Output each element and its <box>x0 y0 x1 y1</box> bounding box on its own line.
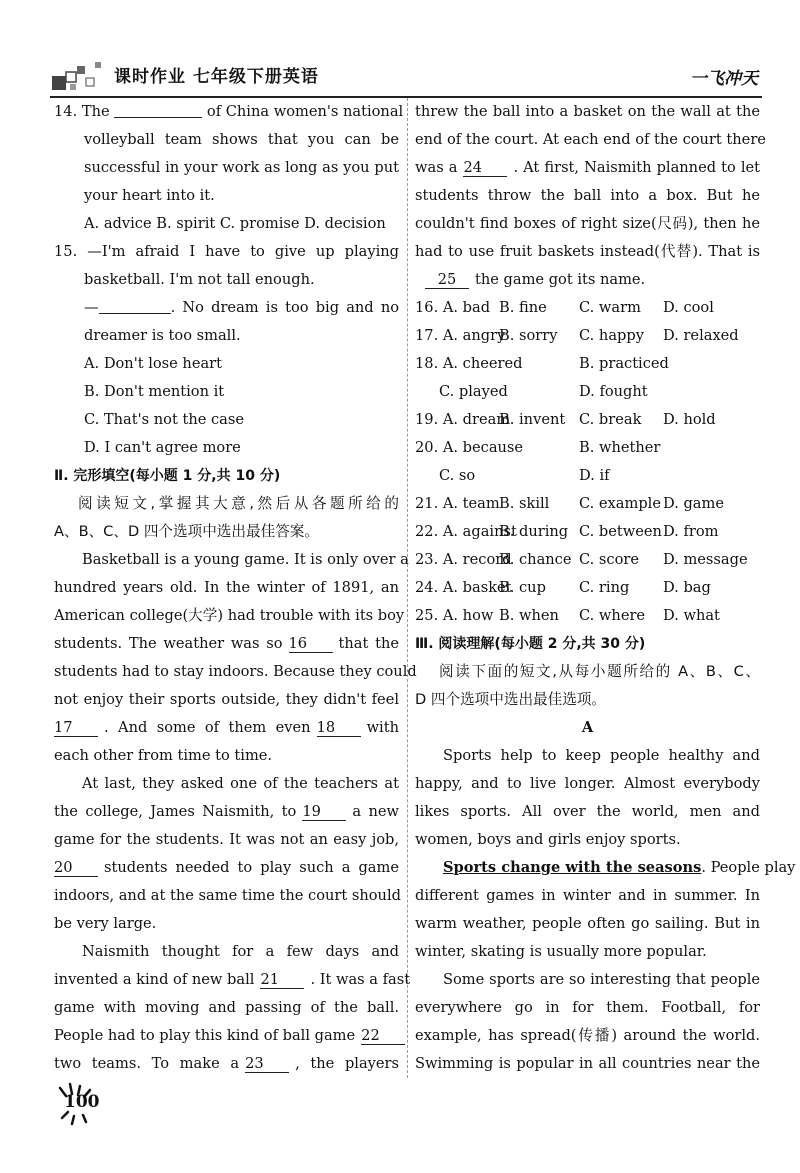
option-choice: B. cup <box>499 579 546 596</box>
option-choice: D. relaxed <box>663 327 739 344</box>
option-choice: 19. A. dream <box>415 411 511 428</box>
option-choice: 21. A. team <box>415 495 500 512</box>
passage-line: likes sports. All over the world, men and <box>415 803 760 820</box>
passage-line: game with moving and passing of the ball. <box>54 999 399 1016</box>
section-instruction: 阅读短文,掌握其大意,然后从各题所给的 <box>78 495 399 512</box>
header-brand: 一飞冲天 <box>690 69 758 89</box>
text-span: , the players <box>295 1055 399 1072</box>
topic-sentence: Sports change with the seasons <box>443 859 702 876</box>
passage-line: each other from time to time. <box>54 747 273 764</box>
right-column <box>415 98 796 1078</box>
q15-option: B. Don't mention it <box>84 383 225 400</box>
text-span: of China women's national <box>206 103 404 120</box>
q15-option: D. I can't agree more <box>84 439 241 456</box>
passage-line: winter, skating is usually more popular. <box>415 943 707 960</box>
text-span: students. The weather was so <box>54 635 283 652</box>
passage-line <box>54 630 399 658</box>
option-choice: D. if <box>579 467 610 484</box>
text-span: 14. The <box>54 103 110 120</box>
q15-line: basketball. I'm not tall enough. <box>84 271 315 288</box>
text-span: People had to play this kind of ball game <box>54 1027 356 1044</box>
passage-line: everywhere go in for them. Football, for <box>415 999 760 1016</box>
text-span: was a <box>415 159 458 176</box>
option-row <box>415 462 760 490</box>
column-divider <box>407 98 408 1078</box>
passage-line: Sports help to keep people healthy and <box>443 747 760 764</box>
cloze-blank-25: 25 <box>425 272 469 289</box>
passage-line: couldn't find boxes of right size(尺码), then he <box>415 215 760 232</box>
page-header <box>50 52 762 98</box>
text-span: . People play <box>701 859 796 876</box>
option-choice: D. from <box>663 523 719 540</box>
option-row <box>415 602 760 630</box>
answer-blank <box>114 101 202 118</box>
passage-line <box>54 1050 399 1078</box>
text-span: invented a kind of new ball <box>54 971 255 988</box>
passage-line <box>54 966 411 994</box>
cloze-blank-20: 20 <box>54 860 98 877</box>
q15-line <box>54 294 399 322</box>
passage-line: students had to stay indoors. Because they could <box>54 663 417 680</box>
cloze-blank-18: 18 <box>317 720 361 737</box>
option-choice: 24. A. basket <box>415 579 512 596</box>
section-instruction: 阅读下面的短文,从每小题所给的 A、B、C、 <box>439 663 760 680</box>
cloze-blank-24: 24 <box>463 160 507 177</box>
text-span: — <box>84 299 99 316</box>
option-choice: C. played <box>439 383 508 400</box>
option-row <box>415 574 760 602</box>
text-span: students needed to play such a game <box>104 859 399 876</box>
passage-line: students throw the ball into a box. But he <box>415 187 760 204</box>
cloze-blank-21: 21 <box>260 972 304 989</box>
option-choice: 17. A. angry <box>415 327 506 344</box>
section-title: Ⅲ. 阅读理解(每小题 2 分,共 30 分) <box>415 636 646 652</box>
q15-line: 15. —I'm afraid I have to give up playing <box>54 243 399 260</box>
q14-line: your heart into it. <box>84 187 215 204</box>
option-choice: C. happy <box>579 327 644 344</box>
option-choice: B. invent <box>499 411 566 428</box>
option-row <box>415 378 760 406</box>
option-choice: C. score <box>579 551 639 568</box>
text-span: the game got its name. <box>475 271 646 288</box>
cloze-blank-19: 19 <box>302 804 346 821</box>
passage-line: example, has spread(传播) around the world. <box>415 1027 760 1044</box>
q15-option: A. Don't lose heart <box>84 355 223 372</box>
text-span: that the <box>338 635 399 652</box>
option-row <box>415 518 760 546</box>
passage-line: Some sports are so interesting that people <box>443 971 760 988</box>
option-choice: B. practiced <box>579 355 669 372</box>
cloze-blank-16: 16 <box>289 636 333 653</box>
option-choice: 18. A. cheered <box>415 355 523 372</box>
option-choice: C. ring <box>579 579 630 596</box>
q14-options: A. advice B. spirit C. promise D. decision <box>84 215 386 232</box>
passage-line <box>54 854 399 882</box>
option-choice: C. break <box>579 411 642 428</box>
passage-line: indoors, and at the same time the court should <box>54 887 401 904</box>
option-choice: B. when <box>499 607 559 624</box>
text-span: . At first, Naismith planned to let <box>513 159 760 176</box>
passage-line: happy, and to live longer. Almost everybody <box>415 775 760 792</box>
option-row <box>415 546 760 574</box>
option-choice: B. during <box>499 523 569 540</box>
passage-line <box>415 154 760 182</box>
q14-line: successful in your work as long as you put <box>84 159 399 176</box>
option-choice: C. example <box>579 495 661 512</box>
option-choice: 20. A. because <box>415 439 524 456</box>
option-choice: C. so <box>439 467 476 484</box>
option-choice: B. fine <box>499 299 547 316</box>
option-choice: 16. A. bad <box>415 299 491 316</box>
option-row <box>415 350 760 378</box>
option-choice: D. game <box>663 495 724 512</box>
option-choice: B. skill <box>499 495 550 512</box>
answer-blank <box>99 297 171 314</box>
passage-line: women, boys and girls enjoy sports. <box>415 831 681 848</box>
left-column <box>54 98 417 1078</box>
text-span: two teams. To make a <box>54 1055 240 1072</box>
option-choice: D. cool <box>663 299 714 316</box>
passage-line <box>54 714 399 742</box>
passage-line: not enjoy their sports outside, they didn't feel <box>54 691 399 708</box>
passage-line: hundred years old. In the winter of 1891, an <box>54 579 399 596</box>
passage-line: end of the court. At each end of the court there <box>415 131 766 148</box>
passage-line: At last, they asked one of the teachers at <box>82 775 399 792</box>
option-choice: C. between <box>579 523 662 540</box>
option-choice: 22. A. against <box>415 523 517 540</box>
option-row <box>415 406 760 434</box>
text-span: a new <box>352 803 399 820</box>
section-instruction: A、B、C、D 四个选项中选出最佳答案。 <box>54 523 319 540</box>
option-choice: B. whether <box>579 439 661 456</box>
text-span: . No dream is too big and no <box>170 299 399 316</box>
passage-line: be very large. <box>54 915 157 932</box>
passage-line <box>54 1022 399 1050</box>
q14-line: volleyball team shows that you can be <box>84 131 399 148</box>
passage-line <box>54 798 399 826</box>
text-span: . It was a fast <box>310 971 411 988</box>
header-title: 课时作业 七年级下册英语 <box>114 67 319 87</box>
page-number: 100 <box>56 1082 106 1126</box>
passage-line: Swimming is popular in all countries near the <box>415 1055 760 1072</box>
option-choice: B. chance <box>499 551 572 568</box>
passage-line: Naismith thought for a few days and <box>82 943 399 960</box>
passage-line: different games in winter and in summer. In <box>415 887 760 904</box>
option-row <box>415 434 760 462</box>
passage-line: American college(大学) had trouble with its boy <box>54 607 405 624</box>
option-choice: C. warm <box>579 299 641 316</box>
option-choice: B. sorry <box>499 327 558 344</box>
passage-line: threw the ball into a basket on the wall at the <box>415 103 760 120</box>
q15-line: dreamer is too small. <box>84 327 241 344</box>
cloze-blank-17: 17 <box>54 720 98 737</box>
option-choice: D. hold <box>663 411 716 428</box>
text-span: . And some of them even <box>104 719 311 736</box>
text-span: the college, James Naismith, to <box>54 803 297 820</box>
option-choice: C. where <box>579 607 646 624</box>
passage-line <box>415 854 796 882</box>
passage-label: A <box>581 719 594 736</box>
option-choice: D. fought <box>579 383 648 400</box>
option-row <box>415 490 760 518</box>
option-choice: D. what <box>663 607 720 624</box>
passage-line <box>415 266 760 294</box>
option-choice: D. bag <box>663 579 711 596</box>
q14-line <box>54 98 404 126</box>
option-choice: 25. A. how <box>415 607 494 624</box>
section-instruction: D 四个选项中选出最佳选项。 <box>415 691 607 708</box>
passage-line: had to use fruit baskets instead(代替). That is <box>415 243 760 260</box>
option-row <box>415 294 760 322</box>
option-choice: 23. A. record <box>415 551 512 568</box>
passage-line: Basketball is a young game. It is only over a <box>82 551 409 568</box>
section-title: Ⅱ. 完形填空(每小题 1 分,共 10 分) <box>54 468 281 484</box>
header-decoration-icon <box>50 58 108 92</box>
option-choice: D. message <box>663 551 748 568</box>
passage-line: game for the students. It was not an easy job, <box>54 831 399 848</box>
cloze-blank-23: 23 <box>245 1056 289 1073</box>
passage-line: warm weather, people often go sailing. But in <box>415 915 760 932</box>
q15-option: C. That's not the case <box>84 411 244 428</box>
option-row <box>415 322 760 350</box>
cloze-blank-22: 22 <box>361 1028 405 1045</box>
text-span: with <box>366 719 399 736</box>
